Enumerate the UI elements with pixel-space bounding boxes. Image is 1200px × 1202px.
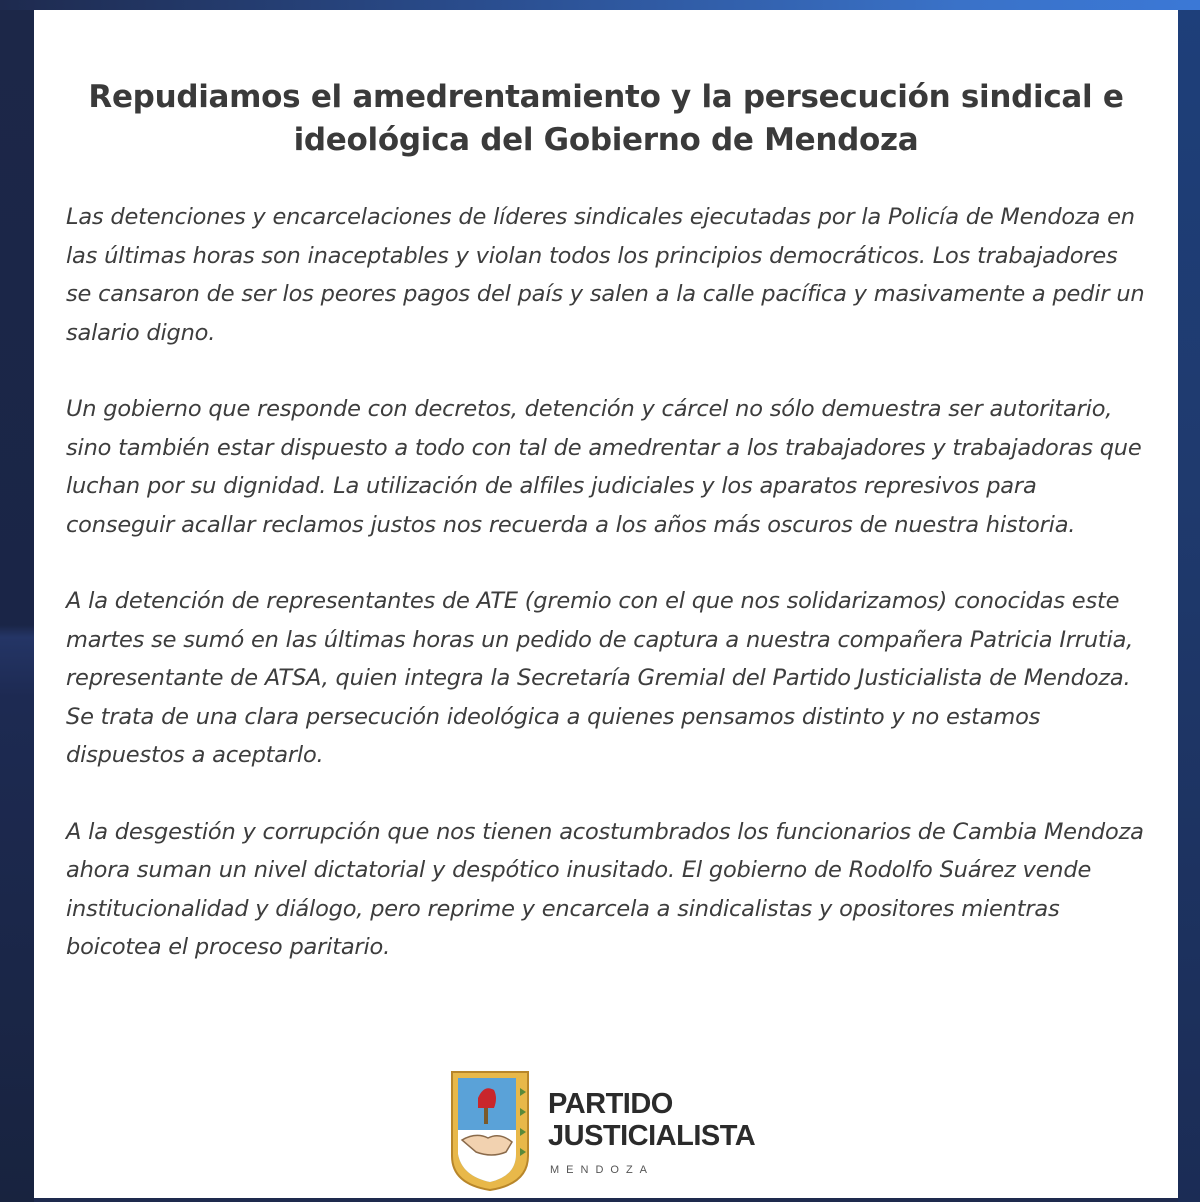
logo-line-2: JUSTICIALISTA [548, 1120, 756, 1152]
party-logo [446, 1068, 786, 1192]
background-right [1178, 0, 1200, 1202]
statement-document [34, 10, 1178, 1198]
paragraph-3: A la detención de representantes de ATE (gremio con el que nos solidarizamos) conocidas este martes se sumó en las últimas horas un pedido de captura a nuestra compañera Patricia Irrutia, representante de ATSA, quien integra la Secretaría Gremial del Partido Justicialista de Mendoza. Se trata de una clara persecución ideológica a quienes pensamos distinto y no estamos dispuestos a aceptarlo. [66, 588, 1134, 768]
statement-body [66, 198, 1146, 1005]
logo-line-1: PARTIDO [548, 1088, 673, 1120]
background-left [0, 0, 34, 1202]
pj-shield-emblem-icon [446, 1068, 534, 1192]
logo-subtitle: MENDOZA [550, 1164, 654, 1176]
logo-wordmark [548, 1088, 755, 1152]
statement-title: Repudiamos el amedrentamiento y la persecución sindical e ideológica del Gobierno de Mendoza [88, 79, 1124, 158]
paragraph-2: Un gobierno que responde con decretos, detención y cárcel no sólo demuestra ser autoritario, sino también estar dispuesto a todo con tal de amedrentar a los trabajadores y trabajadoras que luchan por su dignidad. La utilización de alfiles judiciales y los aparatos represivos para conseguir acallar reclamos justos nos recuerda a los años más oscuros de nuestra historia. [66, 396, 1142, 538]
paragraph-4: A la desgestión y corrupción que nos tienen acostumbrados los funcionarios de Cambia Mendoza ahora suman un nivel dictatorial y despótico inusitado. El gobierno de Rodolfo Suárez vende institucionalidad y diálogo, pero reprime y encarcela a sindicalistas y opositores mientras boicotea el proceso paritario. [66, 818, 1144, 960]
top-gradient-strip [0, 0, 1200, 10]
paragraph-1: Las detenciones y encarcelaciones de líderes sindicales ejecutadas por la Policía de Mendoza en las últimas horas son inaceptables y violan todos los principios democráticos. Los trabajadores se cansaron de ser los peores pagos del país y salen a la calle pacífica y masivamente a pedir un salario digno. [66, 204, 1145, 346]
